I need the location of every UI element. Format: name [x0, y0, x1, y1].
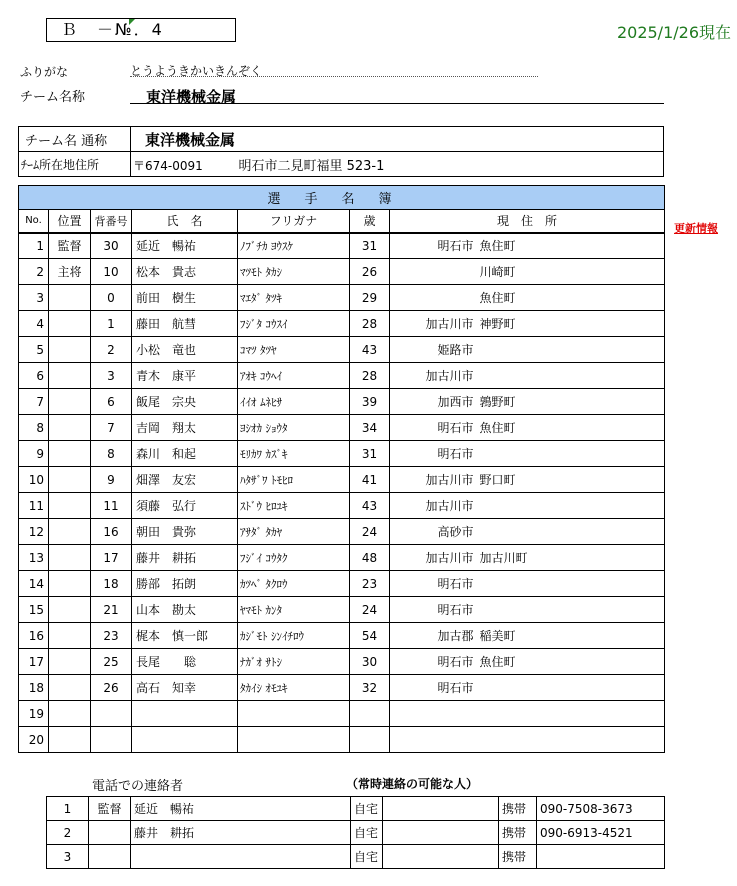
update-info-link[interactable]: 更新情報 [674, 222, 718, 235]
table-row [19, 727, 665, 753]
contact-name: 藤井 耕拓 [131, 821, 351, 845]
player-city: 明石市 [390, 233, 480, 259]
player-city: 明石市 [390, 649, 480, 675]
player-city: 加古川市 [390, 363, 480, 389]
player-number: 17 [91, 545, 132, 571]
player-name: 小松 竜也 [132, 337, 238, 363]
player-city: 明石市 [390, 597, 480, 623]
team-name-label: チーム名称 [20, 90, 86, 105]
table-row [19, 259, 665, 285]
mobile-phone: 090-6913-4521 [537, 821, 665, 845]
player-position [49, 337, 91, 363]
home-phone [383, 821, 499, 845]
furigana-value: とうようきかいきんぞく [130, 62, 538, 77]
player-no: 19 [19, 701, 49, 727]
player-age: 31 [350, 233, 390, 259]
mobile-label: 携帯 [499, 845, 537, 869]
contact-role [89, 845, 131, 869]
contact-label: 電話での連絡者 [92, 779, 184, 794]
table-row [19, 623, 665, 649]
player-city [390, 259, 480, 285]
player-no: 14 [19, 571, 49, 597]
table-row [19, 467, 665, 493]
contact-row [47, 845, 665, 869]
zip-code: 〒674-0091 [133, 158, 203, 173]
player-age: 28 [350, 363, 390, 389]
col-age: 歳 [350, 210, 390, 233]
table-row [19, 519, 665, 545]
player-position [49, 389, 91, 415]
mobile-label: 携帯 [499, 797, 537, 821]
col-no: No. [19, 210, 49, 233]
player-town [480, 701, 665, 727]
home-label: 自宅 [351, 821, 383, 845]
contact-name: 延近 暢祐 [131, 797, 351, 821]
player-age: 24 [350, 519, 390, 545]
roster-table [18, 185, 665, 753]
contact-table [46, 796, 665, 869]
player-kana: ｺﾏﾂ ﾀﾂﾔ [238, 337, 350, 363]
player-number: 30 [91, 233, 132, 259]
home-phone [383, 845, 499, 869]
player-kana: ﾀｶｲｼ ｵﾓﾕｷ [238, 675, 350, 701]
player-town [480, 441, 665, 467]
player-no: 17 [19, 649, 49, 675]
table-row [19, 649, 665, 675]
player-age: 31 [350, 441, 390, 467]
mobile-phone [537, 845, 665, 869]
player-number [91, 701, 132, 727]
player-town [480, 597, 665, 623]
player-kana: ﾔﾏﾓﾄ ｶﾝﾀ [238, 597, 350, 623]
player-name: 吉岡 翔太 [132, 415, 238, 441]
player-name: 畑澤 友宏 [132, 467, 238, 493]
contact-no: 1 [47, 797, 89, 821]
contact-row [47, 821, 665, 845]
player-no: 18 [19, 675, 49, 701]
player-city: 明石市 [390, 675, 480, 701]
player-kana: ｱｻﾀﾞ ﾀｶﾔ [238, 519, 350, 545]
alias-value: 東洋機械金属 [131, 127, 664, 152]
contact-name [131, 845, 351, 869]
table-row [19, 337, 665, 363]
player-town [480, 675, 665, 701]
roster-title: 選手名簿 [19, 186, 665, 210]
player-city: 加古川市 [390, 545, 480, 571]
player-number: 7 [91, 415, 132, 441]
player-number: 6 [91, 389, 132, 415]
player-position: 主将 [49, 259, 91, 285]
player-age: 30 [350, 649, 390, 675]
player-age: 39 [350, 389, 390, 415]
player-number [91, 727, 132, 753]
player-name: 松本 貴志 [132, 259, 238, 285]
player-town: 稲美町 [480, 623, 665, 649]
table-row [19, 701, 665, 727]
player-name [132, 701, 238, 727]
contact-note: （常時連絡の可能な人） [346, 777, 479, 791]
player-name: 青木 康平 [132, 363, 238, 389]
player-age [350, 701, 390, 727]
player-age: 26 [350, 259, 390, 285]
furigana-label: ふりがな [20, 65, 69, 79]
player-kana: ﾌｼﾞﾀ ｺｳｽｲ [238, 311, 350, 337]
player-no: 15 [19, 597, 49, 623]
player-no: 7 [19, 389, 49, 415]
player-number: 1 [91, 311, 132, 337]
player-name: 長尾 聡 [132, 649, 238, 675]
player-town [480, 363, 665, 389]
player-city: 加西市 [390, 389, 480, 415]
player-kana: ﾅｶﾞｵ ｻﾄｼ [238, 649, 350, 675]
player-position [49, 415, 91, 441]
player-no: 6 [19, 363, 49, 389]
player-number: 26 [91, 675, 132, 701]
player-no: 20 [19, 727, 49, 753]
address-value: 明石市二見町福里 523-1 [238, 158, 385, 174]
player-town: 魚住町 [480, 415, 665, 441]
player-position: 監督 [49, 233, 91, 259]
contact-role [89, 821, 131, 845]
player-no: 16 [19, 623, 49, 649]
player-age: 34 [350, 415, 390, 441]
player-age: 43 [350, 337, 390, 363]
player-number: 9 [91, 467, 132, 493]
address-cell [131, 152, 664, 177]
table-row [19, 233, 665, 259]
home-phone [383, 797, 499, 821]
player-town [480, 571, 665, 597]
player-position [49, 519, 91, 545]
player-age: 32 [350, 675, 390, 701]
form-code: Ｂ －№．4 [61, 20, 164, 39]
player-position [49, 441, 91, 467]
player-kana: ﾏﾂﾓﾄ ﾀｶｼ [238, 259, 350, 285]
mobile-label: 携帯 [499, 821, 537, 845]
player-name: 藤田 航彗 [132, 311, 238, 337]
player-no: 3 [19, 285, 49, 311]
player-position [49, 597, 91, 623]
form-code-box [46, 18, 236, 42]
mobile-phone: 090-7508-3673 [537, 797, 665, 821]
player-name: 飯尾 宗央 [132, 389, 238, 415]
player-number: 11 [91, 493, 132, 519]
player-kana: ﾊﾀｻﾞﾜ ﾄﾓﾋﾛ [238, 467, 350, 493]
player-name: 森川 和起 [132, 441, 238, 467]
team-name-value: 東洋機械金属 [130, 86, 664, 104]
player-city [390, 701, 480, 727]
player-position [49, 675, 91, 701]
player-no: 9 [19, 441, 49, 467]
player-town: 神野町 [480, 311, 665, 337]
player-town: 魚住町 [480, 649, 665, 675]
player-position [49, 285, 91, 311]
player-kana: ﾉﾌﾞﾁｶ ﾖｳｽｹ [238, 233, 350, 259]
player-number: 2 [91, 337, 132, 363]
player-kana: ｲｲｵ ﾑﾈﾋｻ [238, 389, 350, 415]
player-city [390, 285, 480, 311]
table-row [19, 545, 665, 571]
player-no: 8 [19, 415, 49, 441]
player-town [480, 493, 665, 519]
player-no: 11 [19, 493, 49, 519]
player-kana: ﾌｼﾞｲ ｺｳﾀｸ [238, 545, 350, 571]
player-city: 加古川市 [390, 311, 480, 337]
player-number: 21 [91, 597, 132, 623]
player-city: 姫路市 [390, 337, 480, 363]
player-age: 54 [350, 623, 390, 649]
player-town: 魚住町 [480, 285, 665, 311]
contact-row [47, 797, 665, 821]
player-city: 明石市 [390, 441, 480, 467]
player-number: 0 [91, 285, 132, 311]
player-kana: ﾓﾘｶﾜ ｶｽﾞｷ [238, 441, 350, 467]
player-name: 梶本 慎一郎 [132, 623, 238, 649]
player-town [480, 727, 665, 753]
col-address: 現 住 所 [390, 210, 665, 233]
player-age: 24 [350, 597, 390, 623]
table-row [19, 493, 665, 519]
team-info-table [18, 126, 664, 177]
home-label: 自宅 [351, 797, 383, 821]
cell-comment-marker [129, 19, 135, 25]
player-no: 4 [19, 311, 49, 337]
as-of-date: 2025/1/26現在 [616, 23, 731, 42]
player-position [49, 623, 91, 649]
player-position [49, 545, 91, 571]
table-row [19, 311, 665, 337]
player-town: 加古川町 [480, 545, 665, 571]
player-town [480, 519, 665, 545]
player-town: 魚住町 [480, 233, 665, 259]
contact-no: 2 [47, 821, 89, 845]
player-no: 10 [19, 467, 49, 493]
home-label: 自宅 [351, 845, 383, 869]
player-number: 23 [91, 623, 132, 649]
player-kana: ｱｵｷ ｺｳﾍｲ [238, 363, 350, 389]
player-name [132, 727, 238, 753]
address-label: ﾁｰﾑ所在地住所 [19, 152, 131, 177]
player-town [480, 337, 665, 363]
player-age: 48 [350, 545, 390, 571]
player-name: 高石 知幸 [132, 675, 238, 701]
col-kana: フリガナ [238, 210, 350, 233]
player-kana: ｽﾄﾞｳ ﾋﾛﾕｷ [238, 493, 350, 519]
player-age: 43 [350, 493, 390, 519]
player-kana [238, 727, 350, 753]
col-number: 背番号 [91, 210, 132, 233]
player-age: 29 [350, 285, 390, 311]
player-no: 12 [19, 519, 49, 545]
contact-no: 3 [47, 845, 89, 869]
player-name: 山本 勘太 [132, 597, 238, 623]
player-town: 野口町 [480, 467, 665, 493]
table-row [19, 363, 665, 389]
player-kana: ｶｼﾞﾓﾄ ｼﾝｲﾁﾛｳ [238, 623, 350, 649]
alias-label: チーム名 通称 [19, 127, 131, 152]
col-name: 氏 名 [132, 210, 238, 233]
table-row [19, 441, 665, 467]
player-number: 3 [91, 363, 132, 389]
player-city [390, 727, 480, 753]
player-town: 川崎町 [480, 259, 665, 285]
contact-role: 監督 [89, 797, 131, 821]
player-number: 18 [91, 571, 132, 597]
table-row [19, 285, 665, 311]
player-number: 25 [91, 649, 132, 675]
player-no: 5 [19, 337, 49, 363]
player-position [49, 701, 91, 727]
table-row [19, 597, 665, 623]
table-row [19, 389, 665, 415]
player-name: 朝田 貴弥 [132, 519, 238, 545]
player-kana: ﾏｴﾀﾞ ﾀﾂｷ [238, 285, 350, 311]
player-name: 延近 暢祐 [132, 233, 238, 259]
player-position [49, 493, 91, 519]
player-name: 須藤 弘行 [132, 493, 238, 519]
player-position [49, 363, 91, 389]
player-position [49, 467, 91, 493]
player-number: 10 [91, 259, 132, 285]
player-age: 28 [350, 311, 390, 337]
player-city: 明石市 [390, 415, 480, 441]
player-city: 加古川市 [390, 493, 480, 519]
player-name: 藤井 耕拓 [132, 545, 238, 571]
player-age: 41 [350, 467, 390, 493]
player-name: 前田 樹生 [132, 285, 238, 311]
player-no: 2 [19, 259, 49, 285]
player-no: 13 [19, 545, 49, 571]
player-kana [238, 701, 350, 727]
player-position [49, 311, 91, 337]
player-city: 明石市 [390, 571, 480, 597]
col-position: 位置 [49, 210, 91, 233]
player-city: 加古川市 [390, 467, 480, 493]
player-name: 勝部 拓朗 [132, 571, 238, 597]
player-age [350, 727, 390, 753]
player-position [49, 571, 91, 597]
table-row [19, 571, 665, 597]
player-no: 1 [19, 233, 49, 259]
table-row [19, 415, 665, 441]
player-city: 加古郡 [390, 623, 480, 649]
player-age: 23 [350, 571, 390, 597]
player-kana: ﾖｼｵｶ ｼｮｳﾀ [238, 415, 350, 441]
player-position [49, 727, 91, 753]
player-position [49, 649, 91, 675]
table-row [19, 675, 665, 701]
player-number: 16 [91, 519, 132, 545]
player-number: 8 [91, 441, 132, 467]
player-kana: ｶﾂﾍﾞ ﾀｸﾛｳ [238, 571, 350, 597]
player-city: 高砂市 [390, 519, 480, 545]
player-town: 鶉野町 [480, 389, 665, 415]
